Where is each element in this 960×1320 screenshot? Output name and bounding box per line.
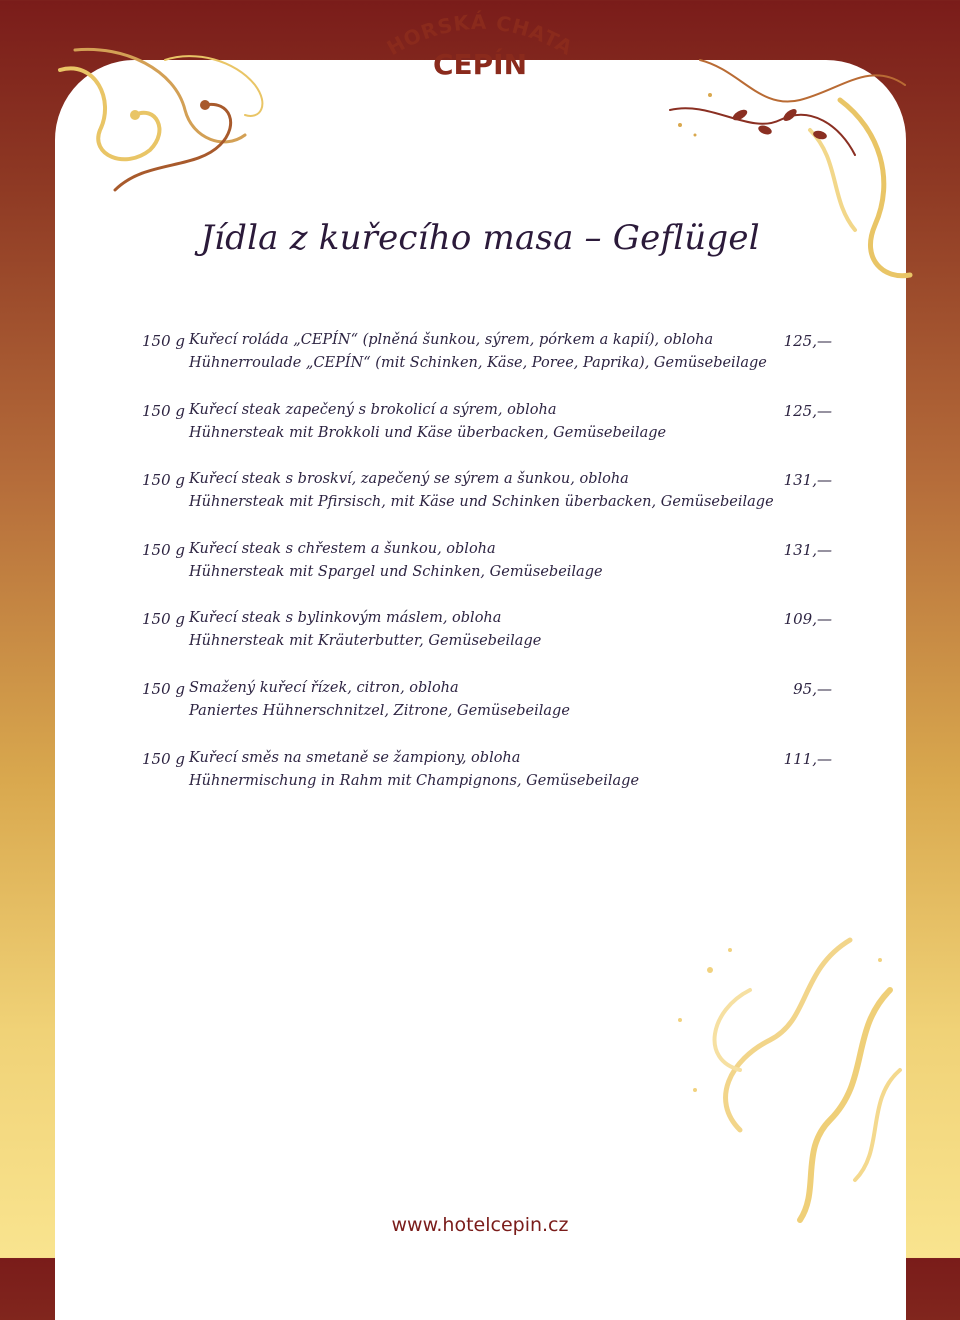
menu-list xyxy=(142,332,832,819)
item-weight: 150 g xyxy=(142,540,186,559)
item-name-cz: Kuřecí steak s chřestem a šunkou, obloha xyxy=(189,540,496,557)
item-name-de: Hühnersteak mit Kräuterbutter, Gemüsebeilage xyxy=(189,633,542,650)
item-weight: 150 g xyxy=(142,471,186,490)
item-name-de: Hühnersteak mit Brokkoli und Käse überbacken, Gemüsebeilage xyxy=(189,424,667,441)
page-title: Jídla z kuřecího masa – Geflügel xyxy=(200,218,760,258)
menu-item xyxy=(142,471,832,541)
item-price: 125,— xyxy=(783,401,832,420)
item-name-de: Hühnersteak mit Spargel und Schinken, Gemüsebeilage xyxy=(189,563,603,580)
item-price: 111,— xyxy=(783,749,832,768)
item-name-cz: Kuřecí roláda „CEPÍN“ (plněná šunkou, sýrem, pórkem a kapií), obloha xyxy=(189,332,714,348)
item-price: 125,— xyxy=(783,332,832,350)
item-name-cz: Kuřecí steak s broskví, zapečený se sýrem a šunkou, obloha xyxy=(189,471,629,488)
item-price: 131,— xyxy=(783,471,832,490)
item-name-cz: Kuřecí steak s bylinkovým máslem, obloha xyxy=(189,610,502,627)
item-price: 95,— xyxy=(793,679,832,698)
menu-item xyxy=(142,610,832,680)
item-weight: 150 g xyxy=(142,749,186,768)
item-price: 131,— xyxy=(783,540,832,559)
item-name-de: Hühnersteak mit Pfirsisch, mit Käse und Schinken überbacken, Gemüsebeilage xyxy=(189,494,774,511)
item-weight: 150 g xyxy=(142,332,186,350)
menu-item xyxy=(142,402,832,472)
item-weight: 150 g xyxy=(142,610,186,629)
item-weight: 150 g xyxy=(142,401,186,420)
item-name-cz: Smažený kuřecí řízek, citron, obloha xyxy=(189,679,459,696)
item-name-de: Paniertes Hühnerschnitzel, Zitrone, Gemüsebeilage xyxy=(189,702,570,719)
item-price: 109,— xyxy=(783,610,832,629)
menu-item xyxy=(142,750,832,820)
item-name-de: Hühnermischung in Rahm mit Champignons, Gemüsebeilage xyxy=(189,772,640,789)
menu-item xyxy=(142,680,832,750)
item-weight: 150 g xyxy=(142,679,186,698)
menu-item xyxy=(142,332,832,402)
item-name-de: Hühnerroulade „CEPÍN“ (mit Schinken, Käse, Poree, Paprika), Gemüsebeilage xyxy=(189,355,767,371)
item-name-cz: Kuřecí steak zapečený s brokolicí a sýrem, obloha xyxy=(189,401,557,418)
brand-logo xyxy=(380,8,580,80)
brand-name: CEPÍN xyxy=(432,48,528,80)
website-link[interactable]: www.hotelcepin.cz xyxy=(391,1214,569,1236)
brand-top-text: HORSKÁ CHATA xyxy=(382,9,578,61)
item-name-cz: Kuřecí směs na smetaně se žampiony, obloha xyxy=(189,749,521,766)
menu-item xyxy=(142,541,832,611)
